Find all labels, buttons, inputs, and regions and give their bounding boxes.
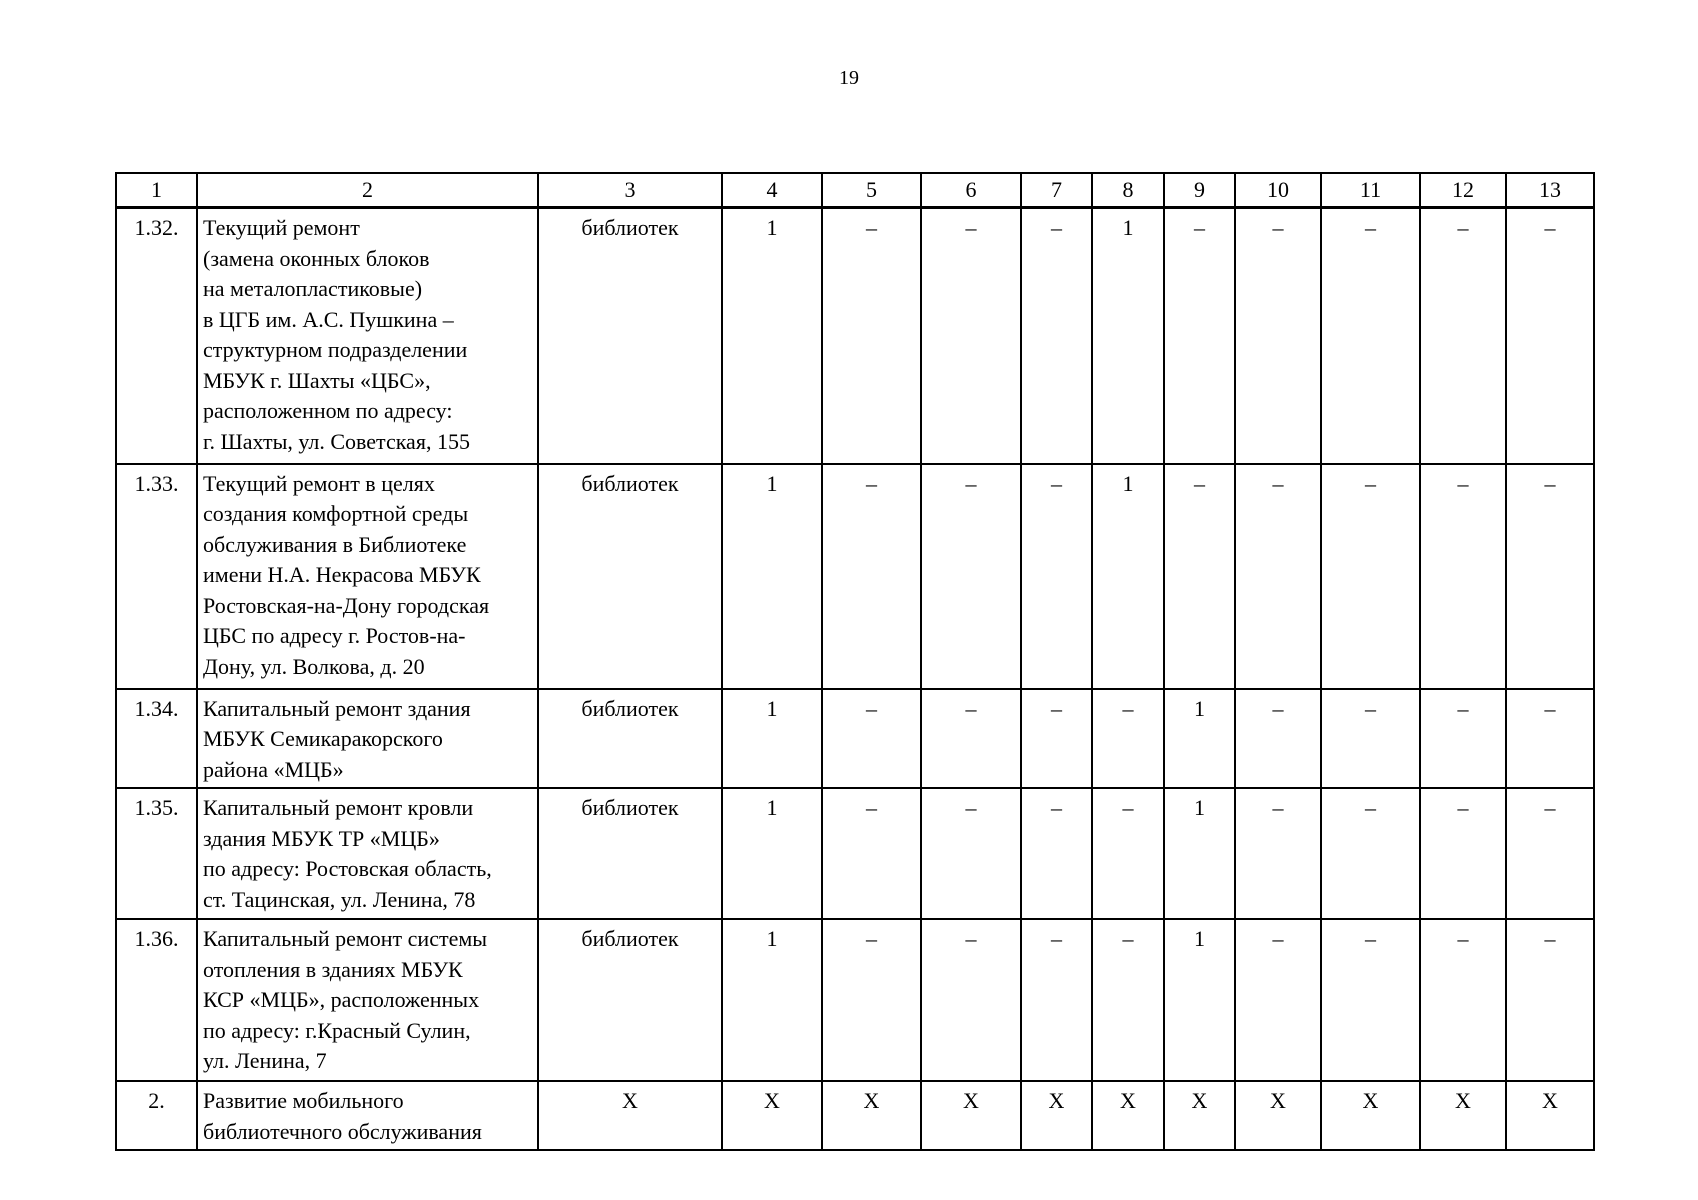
value-cell-col-8: Х bbox=[1092, 1081, 1164, 1150]
header-row bbox=[116, 173, 1594, 208]
value-cell-col-10: Х bbox=[1235, 1081, 1321, 1150]
description-line: г. Шахты, ул. Советская, 155 bbox=[203, 428, 470, 454]
column-header-13: 13 bbox=[1506, 173, 1594, 208]
description-cell bbox=[197, 208, 538, 464]
value-cell-col-10: – bbox=[1235, 919, 1321, 1081]
value-cell-col-5: – bbox=[822, 464, 921, 689]
description-line: (замена оконных блоков bbox=[203, 245, 430, 271]
description-line: Текущий ремонт в целях bbox=[203, 470, 435, 496]
value-cell-col-4: Х bbox=[722, 1081, 822, 1150]
description-line: структурном подразделении bbox=[203, 337, 468, 362]
column-header-3: 3 bbox=[538, 173, 722, 208]
value-cell-col-4: 1 bbox=[722, 689, 822, 789]
value-cell-col-10: – bbox=[1235, 689, 1321, 789]
value-cell-col-3: библиотек bbox=[538, 208, 722, 464]
value-cell-col-4: 1 bbox=[722, 464, 822, 689]
description-line: района «МЦБ» bbox=[203, 756, 344, 782]
column-header-6: 6 bbox=[921, 173, 1021, 208]
value-cell-col-11: Х bbox=[1321, 1081, 1420, 1150]
value-cell-col-13: Х bbox=[1506, 1081, 1594, 1150]
description-line: имени Н.А. Некрасова МБУК bbox=[203, 562, 481, 587]
row-number-cell: 2. bbox=[116, 1081, 197, 1150]
value-cell-col-6: – bbox=[921, 464, 1021, 689]
value-cell-col-9: 1 bbox=[1164, 919, 1235, 1081]
value-cell-col-11: – bbox=[1321, 208, 1420, 464]
value-cell-col-10: – bbox=[1235, 208, 1321, 464]
table-row bbox=[116, 919, 1594, 1081]
description-line: создания комфортной среды bbox=[203, 501, 469, 526]
description-line: отопления в зданиях МБУК bbox=[203, 956, 463, 982]
value-cell-col-9: – bbox=[1164, 464, 1235, 689]
description-line: Дону, ул. Волкова, д. 20 bbox=[203, 653, 425, 679]
description-line: Капитальный ремонт здания bbox=[203, 695, 471, 721]
row-number-cell: 1.34. bbox=[116, 689, 197, 789]
description-line: обслуживания в Библиотеке bbox=[203, 531, 467, 557]
description-line: в ЦГБ им. А.С. Пушкина – bbox=[203, 306, 454, 332]
description-line: ул. Ленина, 7 bbox=[203, 1048, 327, 1073]
value-cell-col-6: Х bbox=[921, 1081, 1021, 1150]
description-line: на металопластиковые) bbox=[203, 276, 423, 301]
value-cell-col-8: 1 bbox=[1092, 208, 1164, 464]
description-line: Капитальный ремонт системы bbox=[203, 926, 488, 951]
row-number-cell: 1.33. bbox=[116, 464, 197, 689]
value-cell-col-12: – bbox=[1420, 208, 1506, 464]
value-cell-col-7: – bbox=[1021, 208, 1092, 464]
value-cell-col-3: библиотек bbox=[538, 788, 722, 919]
value-cell-col-10: – bbox=[1235, 464, 1321, 689]
description-line: Развитие мобильного bbox=[203, 1088, 404, 1113]
value-cell-col-4: 1 bbox=[722, 208, 822, 464]
value-cell-col-7: – bbox=[1021, 788, 1092, 919]
value-cell-col-3: библиотек bbox=[538, 464, 722, 689]
value-cell-col-7: Х bbox=[1021, 1081, 1092, 1150]
value-cell-col-8: – bbox=[1092, 919, 1164, 1081]
value-cell-col-6: – bbox=[921, 208, 1021, 464]
value-cell-col-12: Х bbox=[1420, 1081, 1506, 1150]
data-table bbox=[115, 172, 1595, 1151]
column-header-1: 1 bbox=[116, 173, 197, 208]
description-cell bbox=[197, 689, 538, 789]
value-cell-col-13: – bbox=[1506, 208, 1594, 464]
description-line: МБУК г. Шахты «ЦБС», bbox=[203, 367, 431, 393]
column-header-2: 2 bbox=[197, 173, 538, 208]
column-header-4: 4 bbox=[722, 173, 822, 208]
column-header-10: 10 bbox=[1235, 173, 1321, 208]
row-number-cell: 1.32. bbox=[116, 208, 197, 464]
value-cell-col-6: – bbox=[921, 919, 1021, 1081]
value-cell-col-6: – bbox=[921, 689, 1021, 789]
value-cell-col-5: – bbox=[822, 919, 921, 1081]
description-cell bbox=[197, 919, 538, 1081]
value-cell-col-8: 1 bbox=[1092, 464, 1164, 689]
description-line: МБУК Семикаракорского bbox=[203, 726, 443, 751]
value-cell-col-7: – bbox=[1021, 464, 1092, 689]
description-line: ЦБС по адресу г. Ростов-на- bbox=[203, 623, 466, 648]
description-line: по адресу: Ростовская область, bbox=[203, 856, 492, 881]
table-row bbox=[116, 1081, 1594, 1150]
description-cell bbox=[197, 464, 538, 689]
value-cell-col-9: 1 bbox=[1164, 689, 1235, 789]
description-cell bbox=[197, 1081, 538, 1150]
value-cell-col-3: библиотек bbox=[538, 919, 722, 1081]
description-line: Ростовская-на-Дону городская bbox=[203, 592, 490, 618]
row-number-cell: 1.36. bbox=[116, 919, 197, 1081]
table-row bbox=[116, 464, 1594, 689]
description-line: расположенном по адресу: bbox=[203, 398, 453, 423]
description-cell bbox=[197, 788, 538, 919]
value-cell-col-12: – bbox=[1420, 464, 1506, 689]
column-header-11: 11 bbox=[1321, 173, 1420, 208]
row-number-cell: 1.35. bbox=[116, 788, 197, 919]
page-number: 19 bbox=[839, 67, 859, 89]
table-row bbox=[116, 689, 1594, 789]
value-cell-col-3: Х bbox=[538, 1081, 722, 1150]
value-cell-col-8: – bbox=[1092, 689, 1164, 789]
value-cell-col-11: – bbox=[1321, 689, 1420, 789]
value-cell-col-10: – bbox=[1235, 788, 1321, 919]
value-cell-col-11: – bbox=[1321, 464, 1420, 689]
value-cell-col-9: Х bbox=[1164, 1081, 1235, 1150]
column-header-5: 5 bbox=[822, 173, 921, 208]
description-line: здания МБУК ТР «МЦБ» bbox=[203, 825, 440, 851]
column-header-9: 9 bbox=[1164, 173, 1235, 208]
description-line: библиотечного обслуживания bbox=[203, 1118, 482, 1144]
value-cell-col-8: – bbox=[1092, 788, 1164, 919]
value-cell-col-13: – bbox=[1506, 788, 1594, 919]
value-cell-col-4: 1 bbox=[722, 788, 822, 919]
column-header-7: 7 bbox=[1021, 173, 1092, 208]
value-cell-col-12: – bbox=[1420, 689, 1506, 789]
description-line: Капитальный ремонт кровли bbox=[203, 795, 474, 820]
value-cell-col-13: – bbox=[1506, 919, 1594, 1081]
column-header-8: 8 bbox=[1092, 173, 1164, 208]
description-line: ст. Тацинская, ул. Ленина, 78 bbox=[203, 886, 476, 912]
value-cell-col-5: – bbox=[822, 689, 921, 789]
value-cell-col-5: – bbox=[822, 788, 921, 919]
value-cell-col-6: – bbox=[921, 788, 1021, 919]
description-line: по адресу: г.Красный Сулин, bbox=[203, 1017, 471, 1043]
table-row bbox=[116, 208, 1594, 464]
value-cell-col-9: – bbox=[1164, 208, 1235, 464]
description-line: Текущий ремонт bbox=[203, 215, 360, 240]
value-cell-col-7: – bbox=[1021, 919, 1092, 1081]
column-header-12: 12 bbox=[1420, 173, 1506, 208]
value-cell-col-12: – bbox=[1420, 788, 1506, 919]
value-cell-col-11: – bbox=[1321, 919, 1420, 1081]
value-cell-col-12: – bbox=[1420, 919, 1506, 1081]
table-row bbox=[116, 788, 1594, 919]
value-cell-col-4: 1 bbox=[722, 919, 822, 1081]
value-cell-col-9: 1 bbox=[1164, 788, 1235, 919]
value-cell-col-5: – bbox=[822, 208, 921, 464]
value-cell-col-3: библиотек bbox=[538, 689, 722, 789]
description-line: КСР «МЦБ», расположенных bbox=[203, 987, 480, 1012]
value-cell-col-13: – bbox=[1506, 689, 1594, 789]
value-cell-col-13: – bbox=[1506, 464, 1594, 689]
value-cell-col-7: – bbox=[1021, 689, 1092, 789]
value-cell-col-5: Х bbox=[822, 1081, 921, 1150]
value-cell-col-11: – bbox=[1321, 788, 1420, 919]
